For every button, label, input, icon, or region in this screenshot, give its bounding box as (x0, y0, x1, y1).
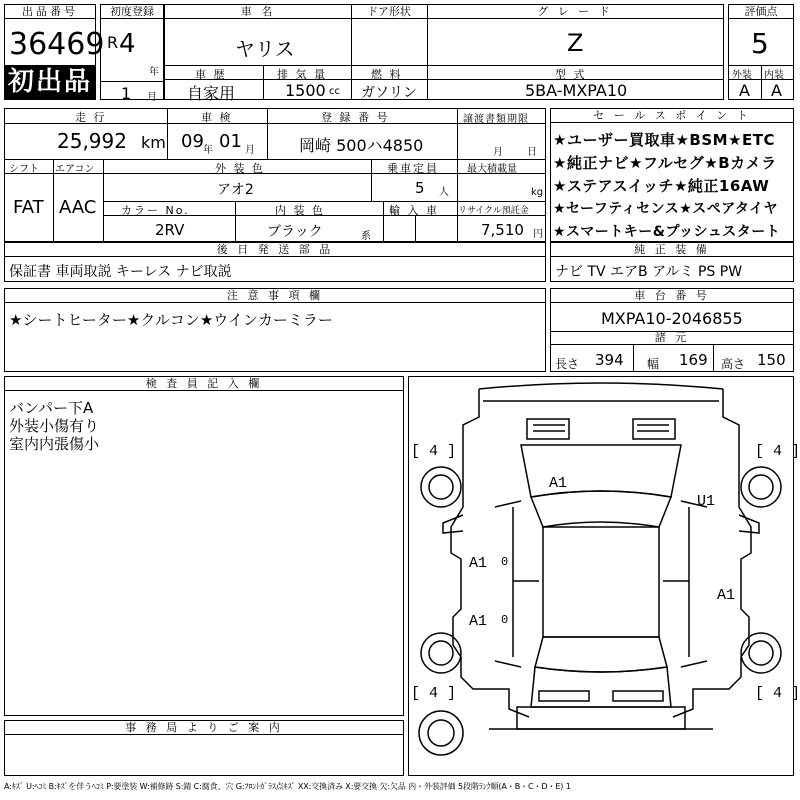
door-label: ドア形状 (351, 5, 427, 19)
inspection-year: 09 (181, 131, 204, 152)
sales-points-label: セ ー ル ス ポ イ ン ト (551, 109, 793, 123)
first-reg-label: 初度登録 (101, 5, 163, 19)
length-label: 長さ (555, 357, 580, 371)
sales-point-line: ★純正ナビ★フルセグ★Bカメラ (553, 154, 777, 172)
front-bumper (479, 383, 723, 389)
displacement-label: 排 気 量 (277, 68, 327, 81)
exterior-score: A (739, 81, 750, 100)
spare-tire-icon (419, 711, 463, 755)
width-value: 169 (679, 351, 708, 369)
lot-number: 36469 (9, 27, 105, 62)
fuel-label: 燃 料 (371, 68, 403, 81)
chassis-box (550, 288, 794, 372)
capacity-unit: 人 (439, 187, 449, 198)
interior-score: A (771, 81, 782, 100)
notes-box (4, 288, 546, 372)
damage-mark-right-front: U1 (697, 493, 716, 510)
int-color-unit: 系 (361, 231, 371, 242)
lot-box (4, 4, 105, 100)
later-parts-box (4, 242, 546, 282)
inspector-line: バンパー下A (9, 399, 94, 417)
color-no-label: カラー No. (121, 204, 190, 217)
specs-label: 諸 元 (551, 331, 793, 345)
exterior-label: 外装 (732, 70, 752, 81)
chassis-number: MXPA10-2046855 (601, 309, 743, 328)
damage-mark-left-door-front: A1 (469, 555, 488, 572)
door-seam-right (663, 507, 689, 657)
ext-color-label: 外 装 色 (215, 162, 265, 175)
era: R (107, 33, 119, 52)
ext-color-value: アオ2 (217, 182, 254, 198)
interior-label: 内装 (764, 70, 784, 81)
recycle-value: 7,510 (481, 221, 524, 239)
shift-value: FAT (13, 197, 44, 218)
year-unit: 年 (149, 67, 159, 78)
height-value: 150 (757, 351, 786, 369)
score-value: 5 (751, 27, 769, 60)
damage-mark-roof: A1 (549, 475, 568, 492)
office-label: 事 務 局 よ り ご 案 内 (5, 721, 403, 735)
int-color-label: 内 装 色 (275, 204, 325, 217)
mileage-label: 走 行 (75, 111, 107, 124)
load-unit: kg (531, 187, 544, 198)
notes-text: ★シートヒーター★クルコン★ウインカーミラー (9, 311, 333, 329)
transfer-day: 日 (527, 147, 537, 158)
score-label: 評価点 (729, 5, 793, 19)
inspection-label: 車 検 (201, 111, 233, 124)
damage-mark-left-door-rear: A1 (469, 613, 488, 630)
inspector-line: 外装小傷有り (9, 417, 100, 435)
recycle-label: リサイクル預託金 (458, 206, 529, 216)
capacity-value: 5 (415, 179, 425, 197)
model-label: 型 式 (555, 68, 587, 81)
reg-month: 1 (121, 84, 132, 103)
windshield (531, 491, 671, 527)
door-seam-left (513, 507, 539, 657)
tire-front-right-icon (741, 467, 781, 507)
inspector-line: 室内内張傷小 (9, 435, 100, 453)
mileage-unit: km (141, 133, 166, 152)
body-outline-right (673, 389, 751, 717)
plate-value: 岡崎 500ハ4850 (299, 136, 424, 155)
rear-plate-right (613, 691, 663, 701)
vehicle-detail-box (4, 108, 546, 242)
color-no-value: 2RV (155, 221, 185, 239)
mileage-value: 25,992 (57, 129, 127, 153)
genuine-text: ナビ TV エアB アルミ PS PW (555, 264, 743, 280)
rear-window (535, 637, 667, 672)
inspector-box (4, 376, 404, 716)
import-label: 輸 入 車 (389, 204, 439, 217)
roof (543, 527, 659, 637)
inspection-month: 01 (219, 131, 242, 152)
notes-label: 注 意 事 項 欄 (5, 289, 545, 303)
displacement-unit: cc (329, 86, 340, 97)
tire-rear-left-icon (421, 633, 461, 673)
inspection-month-unit: 月 (245, 145, 255, 156)
reg-year: 4 (119, 29, 136, 59)
capacity-label: 乗車定員 (387, 162, 439, 175)
tire-mark-rear-right: [ 4 ] (755, 685, 800, 702)
inspector-label: 検 査 員 記 入 欄 (5, 377, 403, 391)
first-listing-badge: 初出品 (5, 65, 95, 99)
sales-point-line: ★ステアスイッチ★純正16AW (553, 177, 770, 195)
width-label: 幅 (647, 357, 660, 371)
zero-mark: 0 (501, 613, 509, 627)
hood (521, 445, 681, 497)
zero-mark: 0 (501, 555, 509, 569)
later-parts-text: 保証書 車両取説 キーレス ナビ取説 (9, 264, 232, 280)
rear-plate-left (539, 691, 589, 701)
aircon-label: エアコン (55, 164, 95, 175)
tire-rear-right-icon (741, 633, 781, 673)
first-reg-box (100, 4, 164, 103)
aircon-value: AAC (59, 197, 97, 218)
length-value: 394 (595, 351, 624, 369)
model-value: 5BA-MXPA10 (525, 81, 628, 100)
legend-text: A:ｷｽﾞ U:ﾍｺﾐ B:ｷｽﾞを伴うﾍｺﾐ P:要塗装 W:補修跡 S:錆 C:腐食、穴 G:ﾌﾛﾝﾄｶﾞﾗｽ点ｷｽﾞ XX:交換済み X:要交換 欠:欠品 内・外装評価 5段階ﾗﾝｸ順(A・B・C・D・E) 1 (4, 782, 571, 791)
inspection-year-unit: 年 (203, 145, 213, 156)
shift-label: シフト (9, 164, 39, 175)
month-unit: 月 (147, 92, 157, 103)
fuel-value: ガソリン (361, 85, 417, 101)
sales-point-line: ★ユーザー買取車★BSM★ETC (553, 131, 775, 149)
recycle-unit: 円 (533, 229, 543, 240)
tire-mark-rear-left: [ 4 ] (411, 685, 457, 702)
sales-point-line: ★セーフティセンス★スペアタイヤ (553, 201, 779, 217)
car-diagram-box (408, 376, 800, 776)
tire-mark-front-right: [ 4 ] (755, 443, 800, 460)
transfer-month: 月 (493, 147, 503, 158)
rear-bumper (517, 707, 685, 729)
chassis-label: 車 台 番 号 (551, 289, 793, 303)
car-name-label: 車 名 (165, 5, 351, 19)
body-outline-left (451, 389, 529, 717)
genuine-label: 純 正 装 備 (551, 243, 793, 257)
history-value: 自家用 (187, 84, 236, 103)
headlight-right (633, 419, 675, 439)
tire-mark-front-left: [ 4 ] (411, 443, 457, 460)
height-label: 高さ (721, 357, 746, 371)
grade-value: Z (567, 29, 584, 57)
car-name: ヤリス (235, 37, 295, 61)
office-box (4, 720, 404, 776)
genuine-equipment-box (550, 242, 794, 282)
int-color-value: ブラック (267, 224, 323, 240)
later-parts-label: 後 日 発 送 部 品 (5, 243, 545, 257)
tire-front-left-icon (421, 467, 461, 507)
plate-label: 登 録 番 号 (321, 111, 390, 124)
score-box (728, 4, 794, 100)
load-label: 最大積載量 (467, 164, 517, 175)
car-diagram (409, 377, 800, 775)
grade-label: グ レ ー ド (427, 5, 723, 19)
lot-label: 出品番号 (5, 5, 95, 19)
headlight-left (527, 419, 569, 439)
damage-mark-right-door-rear: A1 (717, 587, 736, 604)
displacement-value: 1500 (285, 81, 326, 100)
sales-points-box (550, 108, 794, 242)
car-info-box (164, 4, 724, 103)
transfer-label: 譲渡書類期限 (463, 114, 529, 125)
history-label: 車 歴 (195, 68, 227, 81)
sales-point-line: ★スマートキー&プッシュスタート (553, 224, 781, 240)
